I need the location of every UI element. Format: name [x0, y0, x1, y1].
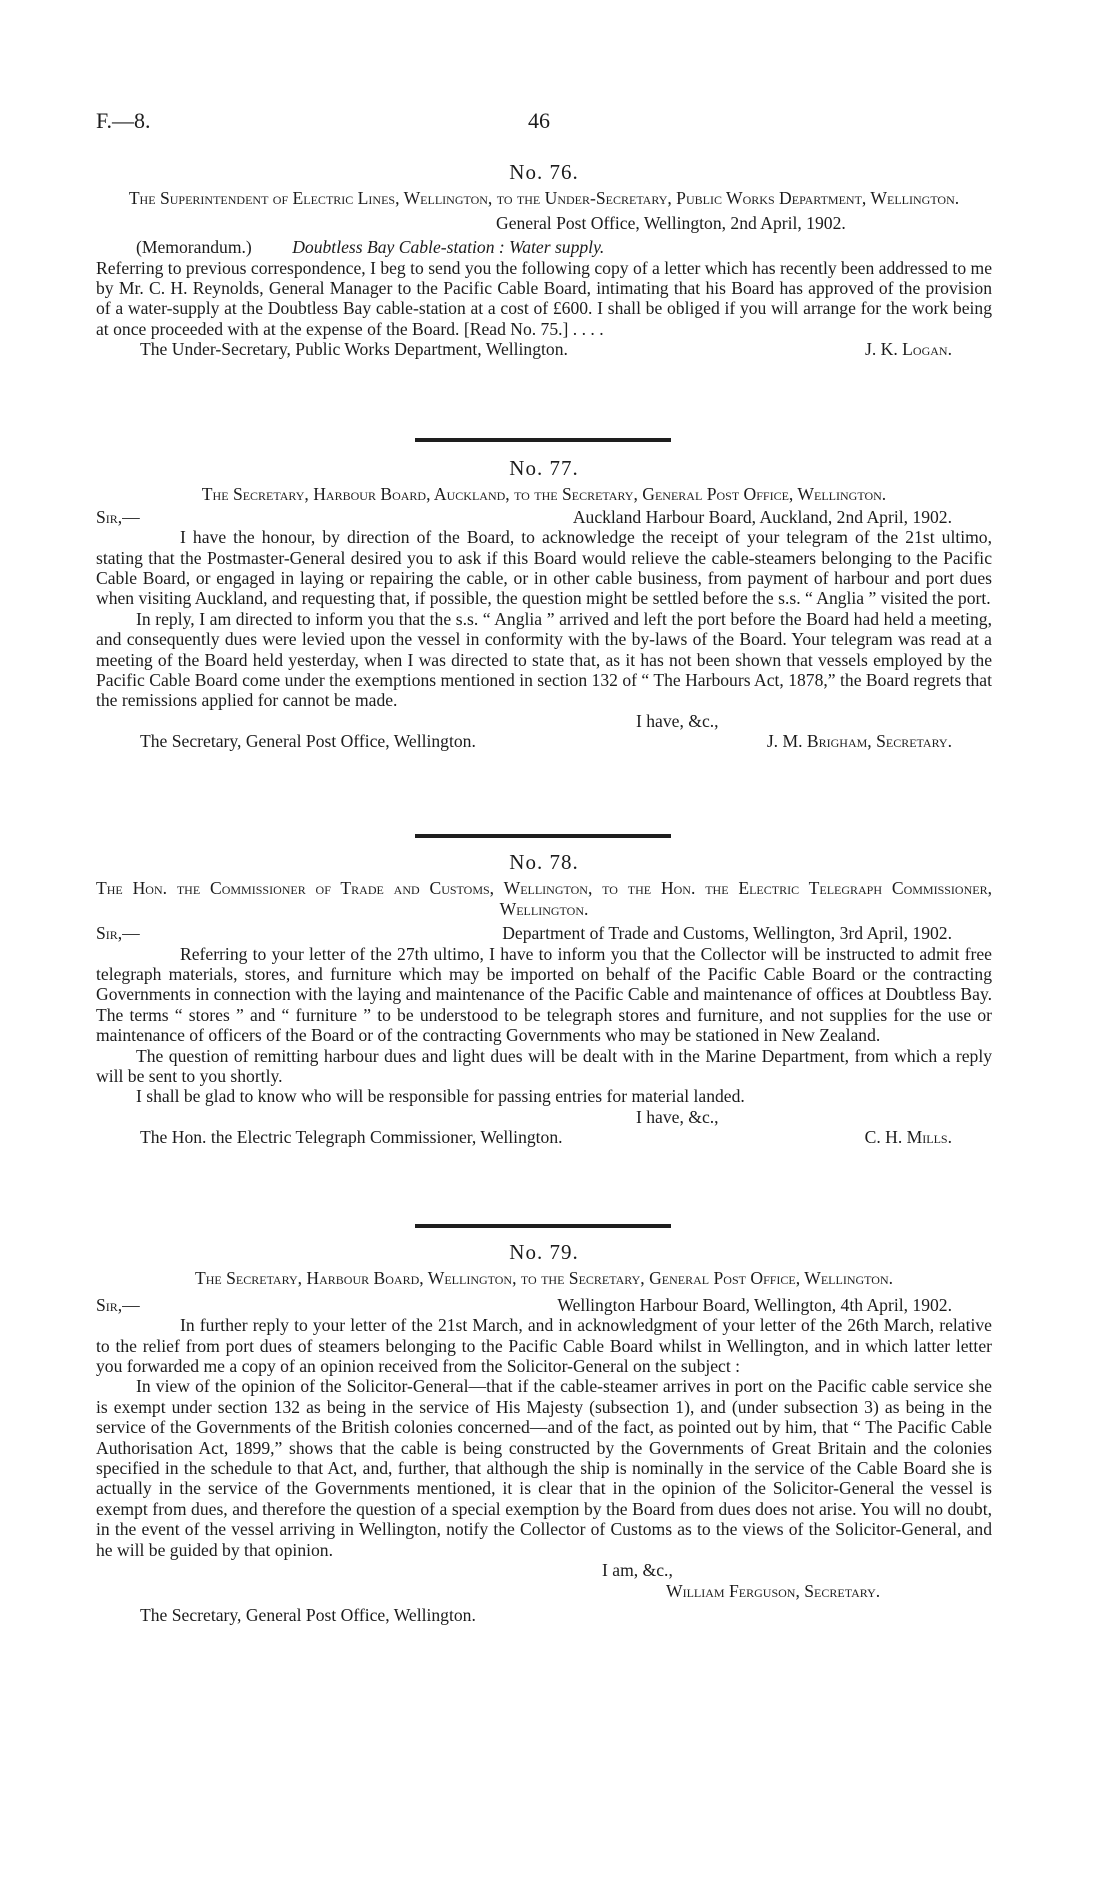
addressee: The Secretary, General Post Office, Wellington. — [140, 731, 476, 752]
letter-number: No. 76. — [509, 160, 579, 184]
subject-line: Doubtless Bay Cable-station : Water supply. — [292, 237, 605, 258]
letter-number: No. 78. — [509, 850, 579, 874]
letter-number: No. 79. — [509, 1240, 579, 1264]
closing: I have, &c., — [636, 710, 719, 731]
salutation: Sir,— — [96, 923, 140, 944]
letter-number: No. 77. — [509, 456, 579, 480]
salutation: Sir,— — [96, 1294, 140, 1315]
body-paragraph: The question of remitting harbour dues and light dues will be dealt with in the Marine Department, from which a reply will be sent to you shortly. — [96, 1045, 992, 1087]
letter-76 — [96, 162, 992, 360]
signature: William Ferguson, Secretary. — [666, 1580, 881, 1601]
section-divider — [415, 1224, 671, 1228]
closing: I am, &c., — [602, 1560, 673, 1581]
section-divider — [415, 834, 671, 838]
section-divider — [415, 438, 671, 442]
closing: I have, &c., — [636, 1106, 719, 1127]
body-paragraph: Referring to your letter of the 27th ultimo, I have to inform you that the Collector will be instructed to admit free telegraph materials, stores, and furniture which may be imported on behalf of the Pacific Cable Board or the contracting Governments in connection with the laying and maintenance of the Pacific Cable and maintenance of offices at Doubtless Bay. The terms “ stores ” and “ furniture ” to be understood to be telegraph stores and furniture, and not supplies for the use or maintenance of officers of the Board or of the contracting Governments who may be stationed in New Zealand. — [96, 943, 992, 1046]
place-date: Wellington Harbour Board, Wellington, 4th April, 1902. — [557, 1294, 952, 1315]
letter-heading: The Secretary, Harbour Board, Auckland, to the Secretary, General Post Office, Wellington. — [201, 484, 887, 505]
addressee: The Secretary, General Post Office, Wellington. — [140, 1604, 476, 1625]
page-reference: F.—8. — [96, 108, 151, 133]
addressee: The Under-Secretary, Public Works Department, Wellington. — [140, 339, 568, 360]
letter-heading: The Superintendent of Electric Lines, Wellington, to the Under-Secretary, Public Works Department, Wellington. — [128, 188, 960, 209]
page-number: 46 — [528, 108, 550, 133]
body-paragraph: In view of the opinion of the Solicitor-General—that if the cable-steamer arrives in port on the Pacific cable service she is exempt under section 132 as being in the service of His Majesty (subsection 1), and (under subsection 3) as being in the service of the Governments of the British colonies concerned—and of the fact, as pointed out by him, that “ The Pacific Cable Authorisation Act, 1899,” shows that the cable is being constructed by the Governments of Great Britain and the colonies specified in the schedule to that Act, and, further, that although the ship is nominally in the service of the Cable Board she is actually in the service of the Governments mentioned, it is clear that in the opinion of the Solicitor-General the vessel is exempt from dues, and therefore the question of a special exemption by the Board from dues does not arise. You will no doubt, in the event of the vessel arriving in Wellington, notify the Collector of Customs as to the views of the Solicitor-General, and he will be guided by that opinion. — [96, 1376, 992, 1560]
salutation: Sir,— — [96, 506, 140, 527]
signature: J. K. Logan. — [865, 339, 952, 360]
addressee: The Hon. the Electric Telegraph Commissioner, Wellington. — [140, 1127, 563, 1148]
body-paragraph: Referring to previous correspondence, I beg to send you the following copy of a letter which has recently been addressed to me by Mr. C. H. Reynolds, General Manager to the Pacific Cable Board, intimating that his Board has approved of the provision of a water-supply at the Doubtless Bay cable-station at a cost of £600. I shall be obliged if you will arrange for the work being at once proceeded with at the expense of the Board. [Read No. 75.] . . . . — [96, 257, 993, 339]
memo-label: (Memorandum.) — [136, 237, 252, 258]
signature: J. M. Brigham, Secretary. — [766, 731, 952, 752]
body-paragraph: In further reply to your letter of the 21st March, and in acknowledgment of your letter of the 26th March, relative to the relief from port dues of steamers belonging to the Pacific Cable Board whilst in Wellington, and in which latter letter you forwarded me a copy of an opinion received from the Solicitor-General on the subject : — [96, 1315, 992, 1377]
letter-79 — [96, 1242, 992, 1625]
letter-heading: The Secretary, Harbour Board, Wellington, to the Secretary, General Post Office, Wellington. — [194, 1268, 894, 1289]
body-paragraph: I have the honour, by direction of the Board, to acknowledge the receipt of your telegram of the 21st ultimo, stating that the Postmaster-General desired you to ask if this Board would relieve the cable-steamers belonging to the Pacific Cable Board, or engaged in laying or repairing the cable, or in other cable business, from payment of harbour and port dues when visiting Auckland, and requesting that, if possible, the question might be settled before the s.s. “ Anglia ” visited the port. — [96, 527, 992, 609]
body-paragraph: I shall be glad to know who will be responsible for passing entries for material landed. — [136, 1086, 745, 1107]
body-paragraph: In reply, I am directed to inform you that the s.s. “ Anglia ” arrived and left the port before the Board had held a meeting, and consequently dues were levied upon the vessel in conformity with the by-laws of the Board. Your telegram was read at a meeting of the Board held yesterday, when I was directed to state that, as it has not been shown that vessels employed by the Pacific Cable Board come under the exemptions mentioned in section 132 of “ The Harbours Act, 1878,” the Board regrets that the remissions applied for cannot be made. — [96, 608, 992, 711]
letter-heading: The Hon. the Commissioner of Trade and Customs, Wellington, to the Hon. the Electric Telegraph Commissioner, Wellington. — [96, 878, 992, 919]
letter-77 — [96, 458, 992, 752]
letter-78 — [96, 852, 992, 1148]
signature: C. H. Mills. — [864, 1127, 952, 1148]
place-date: Auckland Harbour Board, Auckland, 2nd April, 1902. — [572, 506, 952, 527]
place-date: Department of Trade and Customs, Wellington, 3rd April, 1902. — [502, 923, 952, 944]
place-date: General Post Office, Wellington, 2nd April, 1902. — [496, 212, 846, 233]
